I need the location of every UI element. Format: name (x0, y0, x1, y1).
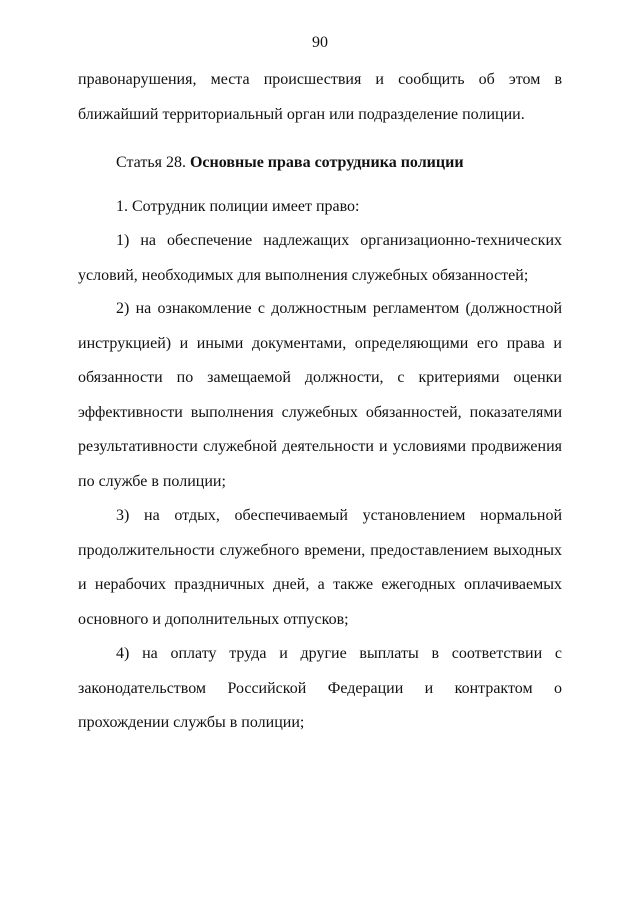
clause-item-4: 4) на оплату труда и другие выплаты в соответствии с законодательством Российской Федерации и контрактом о прохождении службы в полиции; (78, 645, 562, 731)
page-number: 90 (312, 34, 328, 51)
article-heading (78, 146, 562, 181)
clause-item-1: 1) на обеспечение надлежащих организационно-технических условий, необходимых для выполнения служебных обязанностей; (78, 232, 562, 284)
continuation-paragraph: правонарушения, места происшествия и сообщить об этом в ближайший территориальный орган или подразделение полиции. (78, 71, 562, 123)
article-label: Статья 28. (116, 154, 186, 171)
clause-intro: 1. Сотрудник полиции имеет право: (116, 198, 360, 215)
clause-item-2: 2) на ознакомление с должностным регламентом (должностной инструкцией) и иными документами, определяющими его права и обязанности по замещаемой должности, с критериями оценки эффективности выполнения служебных обязанностей, показателями результативности служебной деятельности и условиями продвижения по службе в полиции; (78, 300, 562, 490)
article-title: Основные права сотрудника полиции (189, 154, 464, 171)
clause-item-3: 3) на отдых, обеспечиваемый установлением нормальной продолжительности служебного времени, предоставлением выходных и нерабочих праздничных дней, а также ежегодных оплачиваемых основного и дополнительных отпусков; (78, 507, 562, 628)
